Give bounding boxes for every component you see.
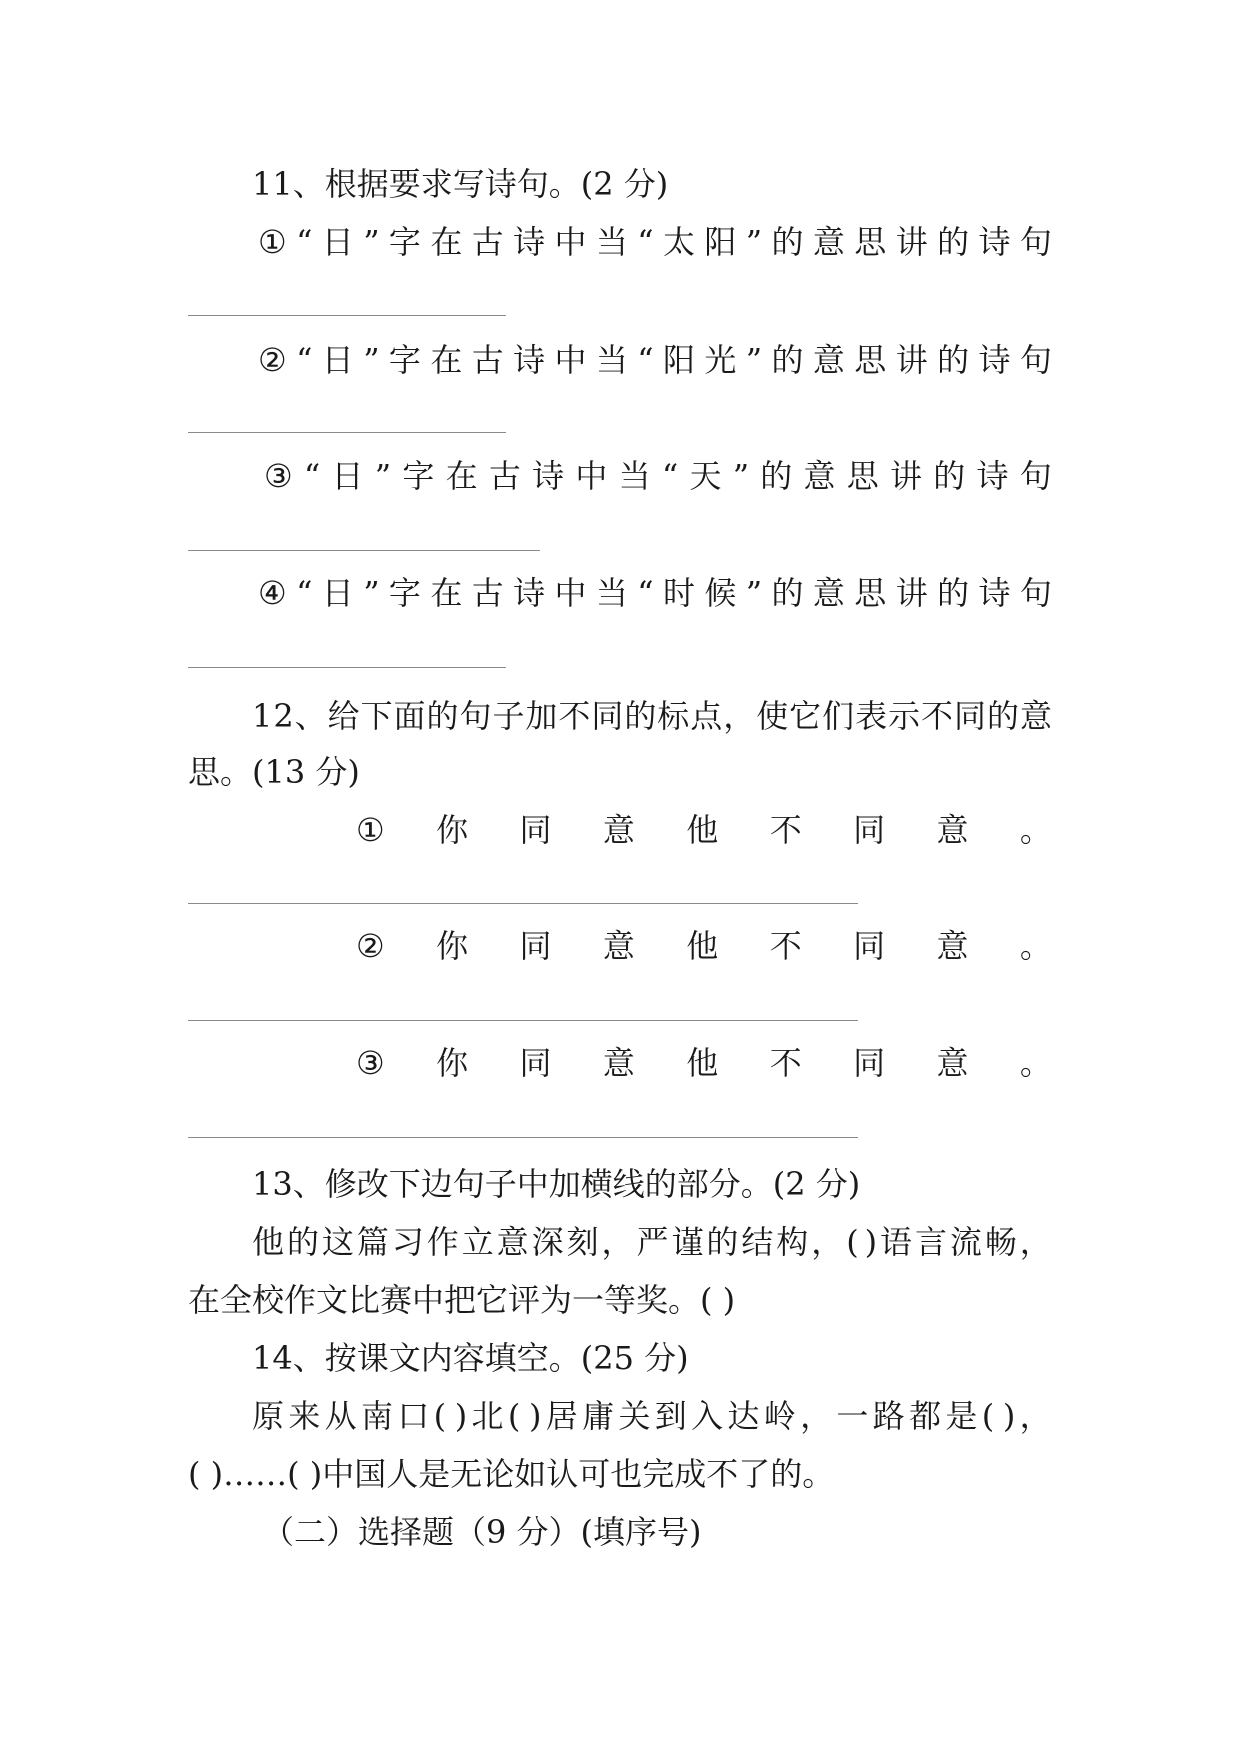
text-glyph: 诗	[978, 223, 1011, 261]
q12-row-char: 同	[519, 1044, 552, 1082]
text-glyph: 诗	[532, 457, 565, 495]
q12-row-char: 同	[853, 811, 886, 849]
q14-passage-line2: ( )……( )中国人是无论如认可也完成不了的。	[188, 1455, 835, 1493]
text-glyph: 思	[854, 341, 887, 379]
text-glyph: 关	[618, 1397, 651, 1435]
text-glyph: 路	[872, 1397, 905, 1435]
text-glyph: 句	[459, 697, 492, 735]
q12-row-char: 同	[519, 927, 552, 965]
text-glyph: 思	[854, 574, 887, 612]
text-glyph: 2	[273, 697, 294, 735]
text-glyph: 语	[879, 1223, 912, 1261]
text-glyph: )	[1002, 1397, 1016, 1435]
text-glyph: 口	[397, 1397, 430, 1435]
text-glyph: 日	[331, 457, 364, 495]
text-glyph: 天	[689, 457, 722, 495]
text-glyph: “	[637, 341, 654, 379]
text-glyph: “	[296, 223, 313, 261]
text-glyph: 的	[933, 457, 966, 495]
text-glyph: 的	[426, 697, 459, 735]
q12-answer-line-2	[188, 1020, 858, 1021]
text-glyph: 中	[554, 574, 587, 612]
text-glyph: 立	[461, 1223, 494, 1261]
text-glyph: 南	[360, 1397, 393, 1435]
text-glyph: 的	[771, 341, 804, 379]
text-glyph: 庸	[582, 1397, 615, 1435]
text-glyph: )	[454, 1397, 468, 1435]
text-glyph: 的	[706, 1223, 739, 1261]
text-glyph: ②	[258, 341, 287, 379]
text-glyph: 岭	[763, 1397, 796, 1435]
q12-row-char: 你	[436, 927, 469, 965]
text-glyph: 意	[812, 341, 845, 379]
text-glyph: 字	[388, 574, 421, 612]
text-glyph: 当	[595, 574, 628, 612]
text-glyph: 一	[836, 1397, 869, 1435]
text-glyph: 讲	[895, 341, 928, 379]
text-glyph: 意	[496, 1223, 529, 1261]
text-glyph: 句	[1019, 341, 1052, 379]
q13-heading: 13、修改下边句子中加横线的部分。(2 分)	[252, 1165, 861, 1203]
q11-item-1	[258, 222, 1052, 262]
text-glyph: ”	[363, 341, 380, 379]
text-glyph: 意	[803, 457, 836, 495]
text-glyph: 严	[636, 1223, 669, 1261]
text-glyph: 的	[937, 341, 970, 379]
text-glyph: 这	[321, 1223, 354, 1261]
text-glyph: 太	[663, 223, 696, 261]
text-glyph: 中	[554, 341, 587, 379]
text-glyph: 来	[288, 1397, 321, 1435]
q12-row-char: 他	[686, 811, 719, 849]
q12-row-char: 你	[436, 1044, 469, 1082]
text-glyph: 子	[492, 697, 525, 735]
text-glyph: “	[303, 457, 321, 495]
text-glyph: 不	[921, 697, 954, 735]
text-glyph: ③	[264, 457, 293, 495]
text-glyph: 言	[914, 1223, 947, 1261]
text-glyph: ，	[800, 1397, 833, 1435]
text-glyph: (	[433, 1397, 447, 1435]
text-glyph: 讲	[890, 457, 923, 495]
text-glyph: 光	[704, 341, 737, 379]
text-glyph: ”	[732, 457, 750, 495]
text-glyph: ，	[601, 1223, 634, 1261]
text-glyph: 字	[402, 457, 435, 495]
text-glyph: 诗	[978, 341, 1011, 379]
q12-row-char: 他	[686, 927, 719, 965]
text-glyph: 给	[327, 697, 360, 735]
q12-row-1	[356, 810, 1052, 850]
text-glyph: 诗	[513, 341, 546, 379]
text-glyph: 句	[1019, 223, 1052, 261]
text-glyph: ”	[745, 341, 763, 379]
text-glyph: 意	[1019, 697, 1052, 735]
text-glyph: “	[637, 574, 654, 612]
text-glyph: 的	[986, 697, 1019, 735]
text-glyph: 表	[855, 697, 888, 735]
text-glyph: 标	[657, 697, 690, 735]
text-glyph: 在	[430, 341, 463, 379]
q11-answer-line-1	[188, 315, 506, 316]
text-glyph: 都	[909, 1397, 942, 1435]
text-glyph: 思	[846, 457, 879, 495]
q14-passage-line1	[252, 1396, 1052, 1436]
text-glyph: 是	[945, 1397, 978, 1435]
text-glyph: 加	[525, 697, 558, 735]
text-glyph: 点	[690, 697, 723, 735]
q12-row-char: 不	[769, 811, 802, 849]
text-glyph: ①	[258, 223, 287, 261]
text-glyph: 示	[888, 697, 921, 735]
text-glyph: 古	[471, 223, 504, 261]
q12-row-char: ①	[356, 811, 385, 849]
text-glyph: 字	[388, 223, 421, 261]
text-glyph: 讲	[895, 223, 928, 261]
text-glyph: 时	[663, 574, 696, 612]
text-glyph: ”	[745, 574, 763, 612]
q12-row-char: 。	[1019, 811, 1052, 849]
q12-row-2	[356, 926, 1052, 966]
q14-heading: 14、按课文内容填空。(25 分)	[252, 1339, 689, 1377]
text-glyph: 他	[252, 1223, 285, 1261]
text-glyph: 当	[618, 457, 651, 495]
text-glyph: 候	[704, 574, 737, 612]
q12-row-char: 。	[1019, 927, 1052, 965]
text-glyph: 的	[760, 457, 793, 495]
text-glyph: 原	[252, 1397, 285, 1435]
text-glyph: (	[507, 1397, 521, 1435]
q12-heading-line2: 思。(13 分)	[188, 753, 360, 791]
text-glyph: 篇	[356, 1223, 389, 1261]
q12-row-char: ②	[356, 927, 385, 965]
text-glyph: 当	[595, 223, 628, 261]
text-glyph: (	[981, 1397, 995, 1435]
text-glyph: 习	[391, 1223, 424, 1261]
q12-heading-line1	[252, 696, 1052, 736]
text-glyph: ，	[811, 1223, 844, 1261]
text-glyph: 诗	[978, 574, 1011, 612]
text-glyph: 诗	[976, 457, 1009, 495]
text-glyph: ”	[745, 223, 763, 261]
section2-heading: （二）选择题（9 分）(填序号)	[262, 1513, 702, 1551]
text-glyph: 它	[789, 697, 822, 735]
text-glyph: 当	[595, 341, 628, 379]
q12-row-char: 同	[519, 811, 552, 849]
text-glyph: 流	[949, 1223, 982, 1261]
q13-sentence-line1	[252, 1222, 1052, 1262]
text-glyph: 日	[321, 341, 354, 379]
q12-row-char: 意	[936, 811, 969, 849]
text-glyph: 中	[554, 223, 587, 261]
q12-row-char: 意	[936, 1044, 969, 1082]
q12-row-char: ③	[356, 1044, 385, 1082]
text-glyph: 达	[727, 1397, 760, 1435]
q12-row-char: 同	[853, 1044, 886, 1082]
q12-row-char: 不	[769, 927, 802, 965]
text-glyph: 讲	[895, 574, 928, 612]
q12-row-char: 。	[1019, 1044, 1052, 1082]
text-glyph: 北	[471, 1397, 504, 1435]
q12-answer-line-3	[188, 1137, 858, 1138]
text-glyph: ”	[363, 223, 380, 261]
text-glyph: 中	[575, 457, 608, 495]
q11-item-4	[258, 573, 1052, 613]
text-glyph: 思	[854, 223, 887, 261]
q12-row-3	[356, 1043, 1052, 1083]
text-glyph: 谨	[671, 1223, 704, 1261]
text-glyph: 从	[324, 1397, 357, 1435]
text-glyph: 同	[591, 697, 624, 735]
q11-item-2	[258, 340, 1052, 380]
text-glyph: 作	[426, 1223, 459, 1261]
text-glyph: 的	[771, 223, 804, 261]
text-glyph: 到	[654, 1397, 687, 1435]
text-glyph: ④	[258, 574, 287, 612]
q12-row-char: 他	[686, 1044, 719, 1082]
text-glyph: ”	[363, 574, 380, 612]
q11-answer-line-2	[188, 432, 506, 433]
text-glyph: 不	[558, 697, 591, 735]
q12-row-char: 意	[602, 927, 635, 965]
text-glyph: 日	[321, 223, 354, 261]
text-glyph: 的	[624, 697, 657, 735]
text-glyph: 句	[1019, 574, 1052, 612]
text-glyph: ，	[723, 697, 756, 735]
text-glyph: 意	[812, 223, 845, 261]
text-glyph: 居	[545, 1397, 578, 1435]
q11-answer-line-4	[188, 667, 506, 668]
text-glyph: 字	[388, 341, 421, 379]
text-glyph: 阳	[663, 341, 696, 379]
text-glyph: 的	[937, 223, 970, 261]
q12-row-char: 意	[602, 1044, 635, 1082]
text-glyph: 畅	[984, 1223, 1017, 1261]
q13-sentence-line2: 在全校作文比赛中把它评为一等奖。( )	[188, 1281, 736, 1319]
text-glyph: “	[661, 457, 679, 495]
text-glyph: 面	[393, 697, 426, 735]
q11-heading: 11、根据要求写诗句。(2 分)	[252, 165, 669, 203]
text-glyph: 的	[937, 574, 970, 612]
text-glyph: 刻	[566, 1223, 599, 1261]
text-glyph: 、	[294, 697, 327, 735]
text-glyph: 诗	[513, 574, 546, 612]
text-glyph: 们	[822, 697, 855, 735]
text-glyph: 深	[531, 1223, 564, 1261]
q12-row-char: 意	[936, 927, 969, 965]
text-glyph: “	[296, 341, 313, 379]
text-glyph: 1	[252, 697, 273, 735]
text-glyph: 意	[812, 574, 845, 612]
q12-row-char: 不	[769, 1044, 802, 1082]
text-glyph: “	[637, 223, 654, 261]
text-glyph: 在	[445, 457, 478, 495]
text-glyph: 日	[321, 574, 354, 612]
text-glyph: 诗	[513, 223, 546, 261]
q11-answer-line-3	[188, 550, 540, 551]
text-glyph: )	[528, 1397, 542, 1435]
text-glyph: 古	[471, 341, 504, 379]
q12-row-char: 你	[436, 811, 469, 849]
text-glyph: ，	[1019, 1397, 1052, 1435]
text-glyph: 入	[691, 1397, 724, 1435]
q12-row-char: 意	[602, 811, 635, 849]
text-glyph: 古	[471, 574, 504, 612]
text-glyph: 结	[741, 1223, 774, 1261]
text-glyph: )	[864, 1223, 878, 1261]
text-glyph: 古	[488, 457, 521, 495]
q12-answer-line-1	[188, 903, 858, 904]
text-glyph: 在	[430, 574, 463, 612]
text-glyph: “	[296, 574, 313, 612]
text-glyph: 阳	[704, 223, 737, 261]
text-glyph: 构	[776, 1223, 809, 1261]
text-glyph: 同	[954, 697, 987, 735]
q11-item-3	[264, 456, 1052, 496]
text-glyph: (	[846, 1223, 859, 1261]
text-glyph: 使	[756, 697, 789, 735]
text-glyph: 的	[286, 1223, 319, 1261]
text-glyph: ，	[1019, 1223, 1052, 1261]
text-glyph: ”	[374, 457, 392, 495]
text-glyph: 的	[771, 574, 804, 612]
text-glyph: 下	[360, 697, 393, 735]
text-glyph: 在	[430, 223, 463, 261]
text-glyph: 句	[1019, 457, 1052, 495]
q12-row-char: 同	[853, 927, 886, 965]
